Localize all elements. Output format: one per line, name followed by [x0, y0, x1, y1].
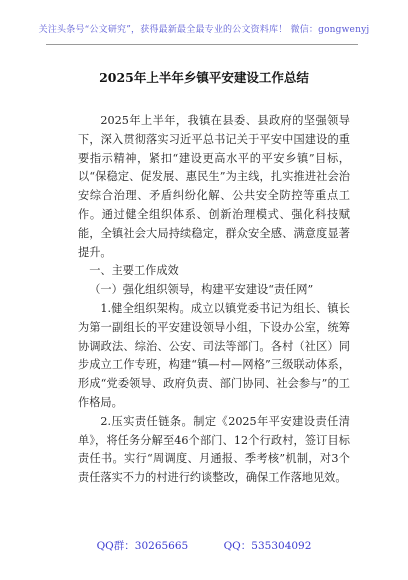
header-banner: 关注头条号“公文研究”，获得最新最全最专业的公文资料库！ 微信：gongwenyj	[38, 25, 370, 35]
footer-qq: QQ：535304092	[223, 540, 312, 552]
document-body	[78, 112, 350, 488]
footer-qq-group: QQ群：30265665	[96, 540, 189, 552]
header-divider	[46, 44, 358, 45]
footer-contact	[0, 538, 408, 553]
body-paragraph: 1.健全组织架构。成立以镇党委书记为组长、镇长为第一副组长的平安建设领导小组，下设办公室，统筹协调政法、综治、公安、司法等部门。各村（社区）同步成立工作专班，构建“镇—村—网格”三级联动体系，形成“党委领导、政府负责、部门协同、社会参与”的工作格局。	[78, 301, 350, 409]
body-paragraph: 2.压实责任链条。制定《2025年平安建设责任清单》，将任务分解至46个部门、12个行政村，签订目标责任书。实行“周调度、月通报、季考核”机制，对3个责任落实不力的村进行约谈整改，确保工作落地见效。	[78, 414, 350, 485]
intro-paragraph: 2025年上半年，我镇在县委、县政府的坚强领导下，深入贯彻落实习近平总书记关于平安中国建设的重要指示精神，紧扣“建设更高水平的平安乡镇”目标，以“保稳定、促发展、惠民生”为主线，扎实推进社会治安综合治理、矛盾纠纷化解、公共安全防控等重点工作。通过健全组织体系、创新治理模式、强化科技赋能，全镇社会大局持续稳定，群众安全感、满意度显著提升。	[78, 114, 350, 259]
document-title: 2025年上半年乡镇平安建设工作总结	[99, 70, 309, 85]
section-heading: 一、主要工作成效	[89, 264, 179, 278]
subsection-heading: （一）强化组织领导，构建平安建设“责任网”	[89, 283, 314, 297]
